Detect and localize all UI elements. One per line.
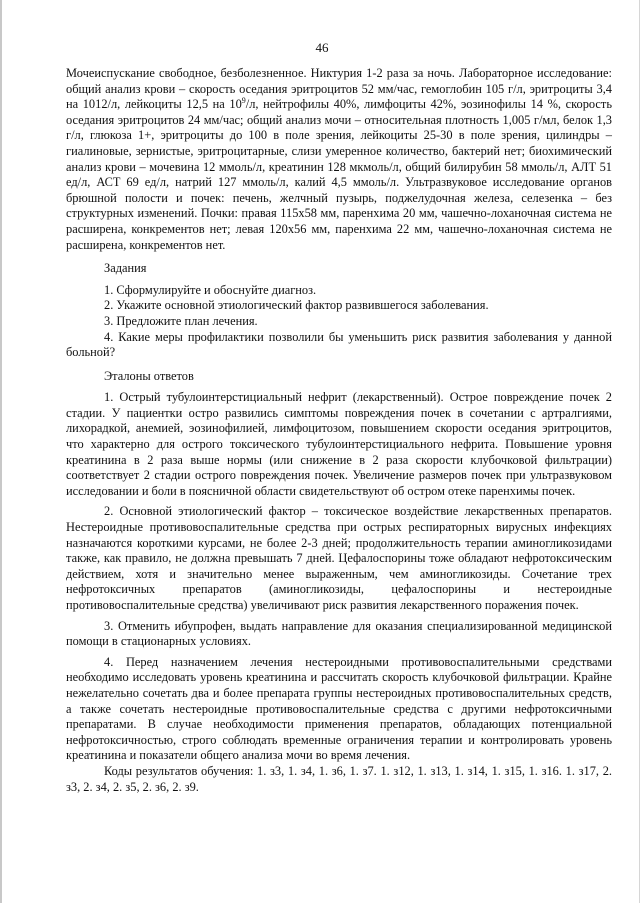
case-text-part2: /л, нейтрофилы 40%, лимфоциты 42%, эозинофилы 14 %, скорость оседания эритроцитов 24 мм/час; общий анализ мочи – относительная плотность 1,005 г/мл, белок 1,3 г/л, глюкоза 1+, эритроциты до 100 в поле зрения, лейкоциты 25-30 в поле зрения, цилиндры – гиалиновые, зернистые, эритроцитарные, слизи умеренное количество, бактерий нет; биохимический анализ крови – мочевина 12 ммоль/л, креатинин 128 мкмоль/л, общий билирубин 58 ммоль/л, АЛТ 51 ед/л, АСТ 69 ед/л, натрий 127 ммоль/л, калий 4,5 ммоль/л. Ультразвуковое исследование органов брюшной полости и почек: печень, желчный пузырь, поджелудочная железа, селезенка – без структурных изменений. Почки: правая 115х58 мм, паренхима 20 мм, чашечно-лоханочная система не расширена, конкрементов нет; левая 120х56 мм, паренхима 22 мм, чашечно-лоханочная система не расширена, конкрементов нет. — [66, 97, 612, 252]
case-superscript: 9 — [241, 96, 246, 106]
answer-item-1: 1. Острый тубулоинтерстициальный нефрит (лекарственный). Острое повреждение почек 2 стадии. У пациентки остро развились симптомы повреждения почек в сочетании с артралгиями, лихорадкой, анемией, эозинофилией, лимфоцитозом, повышением скорости оседания эритроцитов, что характерно для острого токсического тубулоинтерстициального нефрита. Повышение уровня креатинина в 2 раза выше нормы (или снижение в 2 раза скорости клубочковой фильтрации) соответствует 2 стадии острого повреждения почек. Увеличение размеров почек при ультразвуковом исследовании и боли в поясничной области свидетельствуют об остром отеке паренхимы почек. — [66, 390, 612, 498]
answer-item-3: 3. Отменить ибупрофен, выдать направление для оказания специализированной медицинской помощи в стационарных условиях. — [66, 618, 612, 649]
task-item-4: 4. Какие меры профилактики позволили бы уменьшить риск развития заболевания у данной больной? — [66, 329, 612, 360]
answer-item-2: 2. Основной этиологический фактор – токсическое воздействие лекарственных препаратов. Нестероидные противовоспалительные средства при острых респираторных вирусных инфекциях назначаются короткими курсами, не более 2-3 дней; продолжительность терапии аминогликозидами также, как правило, не должна превышать 7 дней. Цефалоспорины тоже обладают нефротоксическим действием, хотя и значительно менее выраженным, чем аминогликозиды. Сочетание трех нефротоксичных препаратов (аминогликозиды, цефалоспорины и нестероидные противовоспалительные средства) увеличивают риск развития лекарственного поражения почек. — [66, 504, 612, 612]
answer-item-4: 4. Перед назначением лечения нестероидными противовоспалительными средствами необходимо исследовать уровень креатинина и рассчитать скорость клубочковой фильтрации. Крайне нежелательно сочетать два и более препарата группы нестероидных противовоспалительных средств, а также сочетать нестероидные противовоспалительные средства с другими нефротоксичными препаратами. В случае необходимости применения препаратов, обладающих потенциальной нефротоксичностью, строго соблюдать временные ограничения терапии и контролировать уровень креатинина и показатели общего анализа мочи во время лечения. — [66, 654, 612, 763]
page-number: 46 — [315, 40, 329, 55]
task-item-1: 1. Сформулируйте и обоснуйте диагноз. — [104, 282, 317, 297]
task-item-3: 3. Предложите план лечения. — [104, 313, 258, 328]
case-text-part1: Мочеиспускание свободное, безболезненное. Никтурия 1-2 раза за ночь. Лабораторное исследование: общий анализ крови – скорость оседания эритроцитов 52 мм/час, гемоглобин 105 г/л, эритроциты 3,4 на 1012/л, лейкоциты 12,5 на 10 — [66, 66, 612, 112]
page-content — [66, 66, 612, 795]
learning-outcome-codes: Коды результатов обучения: 1. з3, 1. з4, 1. з6, 1. з7. 1. з12, 1. з13, 1. з14, 1. з15, 1. з16. 1. з17, 2. з3, 2. з4, 2. з5, 2. з6, 2. з9. — [66, 763, 612, 794]
task-item-2: 2. Укажите основной этиологический фактор развившегося заболевания. — [104, 298, 489, 313]
tasks-heading: Задания — [104, 261, 147, 276]
answers-heading: Эталоны ответов — [104, 368, 194, 383]
case-description — [66, 66, 612, 253]
